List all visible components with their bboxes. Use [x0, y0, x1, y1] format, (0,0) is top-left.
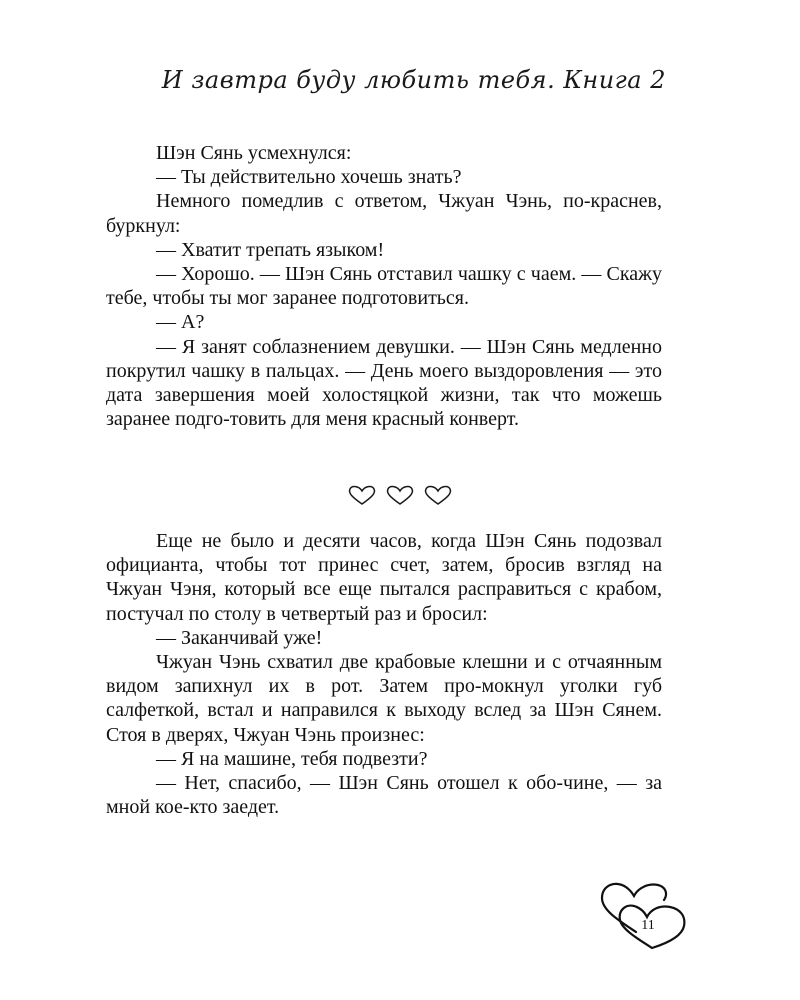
paragraph: — Нет, спасибо, — Шэн Сянь отошел к обо-чине, — за мной кое-кто заедет.	[106, 772, 662, 819]
paragraph: — Ты действительно хочешь знать?	[156, 166, 462, 189]
double-heart-icon	[596, 880, 692, 950]
text-section-1	[106, 141, 662, 431]
paragraph: — Хватит трепать языком!	[156, 238, 385, 261]
running-title: И завтра буду любить тебя. Книга 2	[161, 66, 666, 94]
three-hearts-icon	[345, 484, 455, 508]
paragraph: Немного помедлив с ответом, Чжуан Чэнь, по-краснев, буркнул:	[106, 190, 662, 237]
paragraph: Еще не было и десяти часов, когда Шэн Сянь подозвал официанта, чтобы тот принес счет, затем, бросив взгляд на Чжуан Чэня, который все еще пытался расправиться с крабом, постучал по столу в четвертый раз и бросил:	[106, 530, 662, 625]
paragraph: — Заканчивай уже!	[156, 626, 323, 649]
paragraph: Чжуан Чэнь схватил две крабовые клешни и с отчаянным видом запихнул их в рот. Затем про-мокнул уголки губ салфеткой, встал и направился к выходу вслед за Шэн Сянем. Стоя в дверях, Чжуан Чэнь произнес:	[106, 651, 662, 746]
paragraph: — Я занят соблазнением девушки. — Шэн Сянь медленно покрутил чашку в пальцах. — День моего выздоровления — это дата завершения моей холостяцкой жизни, так что можешь заранее подго-товить для меня красный конверт.	[106, 335, 662, 431]
paragraph: — Хорошо. — Шэн Сянь отставил чашку с чаем. — Скажу тебе, чтобы ты мог заранее подготовиться.	[106, 263, 662, 310]
text-section-2	[106, 529, 662, 819]
paragraph: Шэн Сянь усмехнулся:	[156, 142, 352, 164]
paragraph: — Я на машине, тебя подвезти?	[156, 747, 428, 770]
paragraph: — А?	[156, 311, 205, 334]
section-separator	[0, 484, 800, 513]
page-number: 11	[641, 918, 655, 933]
